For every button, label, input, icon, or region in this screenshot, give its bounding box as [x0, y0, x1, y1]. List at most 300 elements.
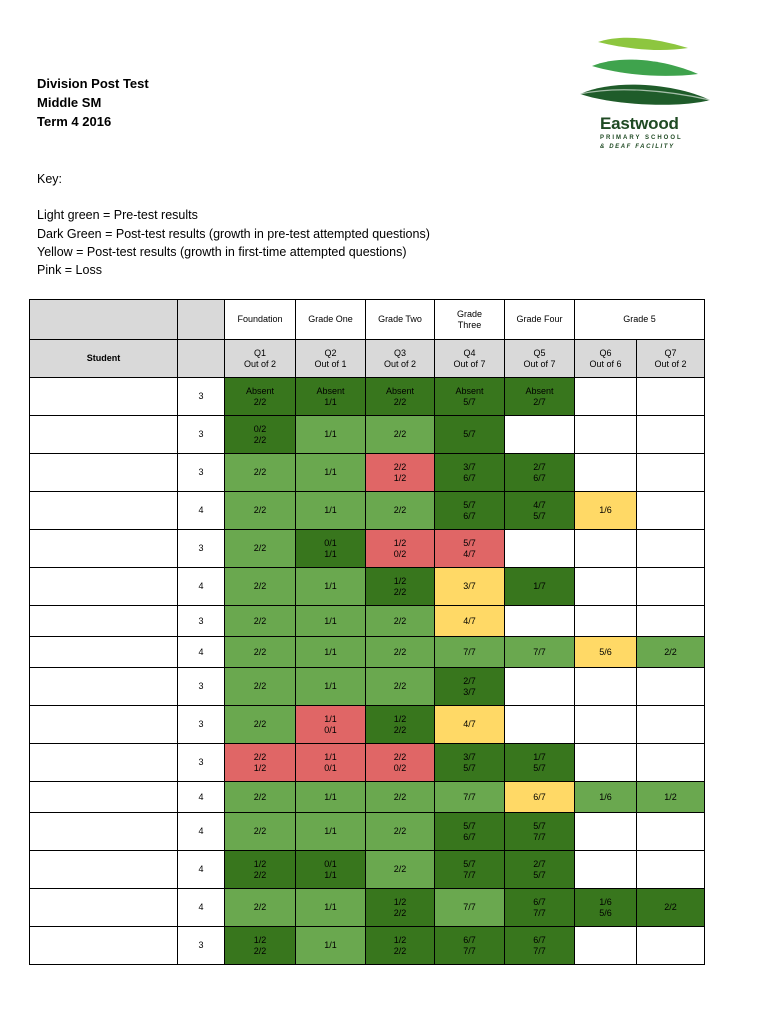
student-name-cell: [30, 927, 178, 965]
score-value: 2/2: [253, 826, 267, 836]
score-cell: [575, 378, 637, 416]
report-term: Term 4 2016: [37, 114, 112, 129]
table-row: [30, 568, 705, 606]
score-cell: [637, 568, 705, 606]
score-cell: [637, 706, 705, 744]
score-value: 5/7: [463, 858, 476, 869]
score-cell: [435, 851, 505, 889]
score-value: 1/2: [393, 537, 407, 548]
score-value: 2/2: [253, 791, 267, 802]
score-cell: [225, 889, 296, 927]
score-value: 7/7: [463, 869, 476, 880]
score-value: 1/2: [253, 858, 267, 869]
score-value: 2/7: [533, 461, 546, 472]
score-cell: [366, 454, 435, 492]
score-cell: [505, 416, 575, 454]
table-row: [30, 378, 705, 416]
score-cell: [505, 744, 575, 782]
score-cell: [225, 927, 296, 965]
score-cell: [505, 927, 575, 965]
score-cell: [505, 530, 575, 568]
level-column-header: [178, 340, 225, 378]
score-cell: [296, 454, 366, 492]
score-value: 2/2: [393, 681, 407, 691]
score-value: 2/2: [253, 945, 267, 956]
score-cell: [366, 568, 435, 606]
header-blank: [30, 300, 178, 340]
question-header: [225, 340, 296, 378]
logo-name: Eastwood: [600, 114, 679, 133]
score-value: 2/2: [393, 864, 407, 874]
level-cell: 3: [178, 454, 225, 492]
score-value: 5/7: [463, 429, 476, 439]
score-cell: [296, 492, 366, 530]
table-row: [30, 813, 705, 851]
score-value: 2/2: [393, 429, 407, 439]
score-cell: [435, 454, 505, 492]
score-cell: [637, 530, 705, 568]
score-value: 1/7: [533, 581, 546, 591]
score-cell: [435, 668, 505, 706]
score-value: 5/7: [463, 762, 476, 773]
level-cell: 3: [178, 378, 225, 416]
score-value: 2/2: [253, 505, 267, 515]
score-value: 2/7: [463, 675, 476, 686]
score-value: 1/2: [393, 575, 407, 586]
score-value: 2/2: [253, 751, 267, 762]
score-value: 1/2: [253, 934, 267, 945]
score-value: 2/2: [253, 396, 267, 407]
score-value: 3/7: [463, 686, 476, 697]
score-value: 1/1: [324, 869, 337, 880]
score-value: 6/7: [533, 472, 546, 483]
level-cell: 3: [178, 606, 225, 637]
student-name-cell: [30, 568, 178, 606]
score-cell: [575, 668, 637, 706]
table-row: [30, 851, 705, 889]
score-value: Absent: [245, 385, 275, 396]
score-value: 2/2: [393, 505, 407, 515]
score-cell: [637, 492, 705, 530]
score-cell: [505, 889, 575, 927]
key-dark-green: Dark Green = Post-test results (growth in pre-test attempted questions): [37, 226, 430, 241]
student-name-cell: [30, 416, 178, 454]
results-table: [29, 299, 705, 965]
score-cell: [296, 530, 366, 568]
score-value: 2/2: [253, 615, 267, 626]
score-value: 1/1: [324, 791, 337, 802]
table-row: [30, 668, 705, 706]
score-value: 7/7: [533, 831, 546, 842]
score-cell: [225, 568, 296, 606]
score-value: 2/2: [393, 724, 407, 735]
score-value: 2/2: [253, 869, 267, 880]
level-cell: 4: [178, 782, 225, 813]
grade-header: [435, 300, 505, 340]
score-cell: [296, 416, 366, 454]
student-name-cell: [30, 492, 178, 530]
score-cell: [366, 637, 435, 668]
score-cell: [637, 668, 705, 706]
key-yellow: Yellow = Post-test results (growth in first-time attempted questions): [37, 244, 407, 259]
score-value: 6/7: [463, 472, 476, 483]
score-cell: [435, 744, 505, 782]
report-title: Division Post Test: [37, 76, 149, 91]
score-cell: [637, 454, 705, 492]
score-cell: [225, 378, 296, 416]
score-value: 0/2: [393, 548, 407, 559]
score-value: Absent: [525, 385, 554, 396]
score-value: 5/7: [463, 820, 476, 831]
score-cell: [225, 454, 296, 492]
score-cell: [637, 782, 705, 813]
question-number: Q7: [664, 347, 677, 358]
score-value: 1/7: [533, 751, 546, 762]
level-cell: 3: [178, 706, 225, 744]
score-cell: [435, 492, 505, 530]
level-cell: 3: [178, 530, 225, 568]
score-cell: [575, 454, 637, 492]
score-cell: [296, 889, 366, 927]
score-value: 6/7: [463, 510, 476, 521]
score-value: 6/7: [463, 831, 476, 842]
student-name-cell: [30, 706, 178, 744]
score-value: Absent: [316, 385, 345, 396]
score-cell: [366, 744, 435, 782]
score-cell: [225, 530, 296, 568]
score-cell: [225, 744, 296, 782]
score-cell: [575, 416, 637, 454]
score-cell: [225, 782, 296, 813]
score-cell: [637, 744, 705, 782]
score-value: 2/2: [393, 646, 407, 657]
table-row: [30, 454, 705, 492]
question-max: Out of 7: [523, 358, 556, 369]
question-number: Q3: [393, 347, 406, 358]
score-value: 1/6: [599, 505, 612, 515]
student-name-cell: [30, 606, 178, 637]
student-name-cell: [30, 851, 178, 889]
score-value: 5/7: [533, 869, 546, 880]
student-name-cell: [30, 668, 178, 706]
student-name-cell: [30, 813, 178, 851]
score-cell: [575, 744, 637, 782]
score-cell: [296, 927, 366, 965]
score-cell: [366, 492, 435, 530]
score-cell: [225, 851, 296, 889]
score-cell: [296, 744, 366, 782]
score-value: 7/7: [533, 646, 546, 657]
score-value: 5/7: [463, 396, 476, 407]
score-value: 1/1: [324, 646, 337, 657]
score-value: 5/7: [533, 820, 546, 831]
colour-key: [37, 170, 430, 279]
score-cell: [575, 813, 637, 851]
score-value: 2/2: [393, 907, 407, 918]
score-cell: [296, 851, 366, 889]
score-value: 1/1: [324, 902, 337, 912]
score-value: 1/2: [664, 791, 677, 802]
table-row: [30, 492, 705, 530]
score-cell: [435, 782, 505, 813]
score-value: 2/2: [393, 586, 407, 597]
score-cell: [505, 606, 575, 637]
question-header: [505, 340, 575, 378]
grade-header: Foundation: [225, 300, 296, 340]
score-value: 2/2: [253, 467, 267, 477]
grade-header: Grade Four: [505, 300, 575, 340]
score-value: 2/2: [393, 791, 407, 802]
question-max: Out of 6: [589, 358, 622, 369]
score-cell: [575, 851, 637, 889]
table-row: [30, 782, 705, 813]
score-value: 6/7: [463, 934, 476, 945]
score-cell: [366, 782, 435, 813]
score-value: 2/2: [253, 681, 267, 691]
question-max: Out of 1: [314, 358, 347, 369]
score-cell: [296, 813, 366, 851]
score-cell: [505, 637, 575, 668]
score-value: 0/1: [324, 762, 337, 773]
student-column-header: Student: [30, 340, 178, 378]
score-cell: [296, 568, 366, 606]
score-cell: [637, 606, 705, 637]
score-value: 0/1: [324, 724, 337, 735]
score-value: 3/7: [463, 461, 476, 472]
table-row: [30, 606, 705, 637]
score-cell: [435, 889, 505, 927]
score-cell: [435, 530, 505, 568]
score-cell: [225, 416, 296, 454]
score-value: 0/1: [324, 537, 337, 548]
score-cell: [575, 782, 637, 813]
score-value: 1/1: [324, 429, 337, 439]
score-value: 2/2: [253, 543, 267, 553]
score-value: 1/2: [393, 934, 407, 945]
score-cell: [575, 606, 637, 637]
score-cell: [575, 889, 637, 927]
score-value: 5/6: [599, 907, 612, 918]
level-cell: 3: [178, 668, 225, 706]
score-value: 1/6: [599, 896, 612, 907]
score-value: 6/7: [533, 791, 546, 802]
leaf-icon: [576, 34, 716, 114]
score-value: 2/2: [664, 646, 677, 657]
score-value: 4/7: [463, 548, 476, 559]
level-cell: 4: [178, 568, 225, 606]
score-cell: [505, 568, 575, 606]
level-cell: 3: [178, 416, 225, 454]
score-cell: [225, 606, 296, 637]
score-value: 6/7: [533, 934, 546, 945]
score-cell: [296, 378, 366, 416]
score-value: 1/1: [324, 467, 337, 477]
score-value: 1/1: [324, 713, 337, 724]
score-value: 2/7: [533, 858, 546, 869]
score-cell: [575, 927, 637, 965]
score-cell: [366, 889, 435, 927]
question-number: Q4: [463, 347, 476, 358]
student-name-cell: [30, 637, 178, 668]
report-class: Middle SM: [37, 95, 102, 110]
score-value: 0/2: [253, 423, 267, 434]
score-value: 1/1: [324, 581, 337, 591]
logo-subtitle-2: & DEAF FACILITY: [600, 144, 675, 150]
score-cell: [296, 606, 366, 637]
score-cell: [637, 851, 705, 889]
level-cell: 3: [178, 927, 225, 965]
score-cell: [637, 889, 705, 927]
score-cell: [505, 706, 575, 744]
score-value: 4/7: [533, 499, 546, 510]
table-row: [30, 889, 705, 927]
score-cell: [435, 378, 505, 416]
score-value: 7/7: [533, 907, 546, 918]
score-value: 7/7: [463, 646, 476, 657]
level-cell: 3: [178, 744, 225, 782]
score-value: 2/2: [253, 902, 267, 912]
grade-header: Grade One: [296, 300, 366, 340]
score-value: 2/2: [393, 826, 407, 836]
grade-header: Grade Two: [366, 300, 435, 340]
score-cell: [505, 813, 575, 851]
score-cell: [296, 782, 366, 813]
score-value: 3/7: [463, 581, 476, 591]
student-name-cell: [30, 530, 178, 568]
score-value: 1/1: [324, 826, 337, 836]
student-name-cell: [30, 378, 178, 416]
score-cell: [296, 668, 366, 706]
score-value: 1/2: [393, 472, 407, 483]
student-name-cell: [30, 744, 178, 782]
score-value: 5/7: [463, 499, 476, 510]
score-value: 2/2: [393, 751, 407, 762]
score-value: 6/7: [533, 896, 546, 907]
score-value: 5/7: [533, 510, 546, 521]
score-cell: [296, 706, 366, 744]
grade-header: Grade 5: [575, 300, 705, 340]
logo-subtitle: PRIMARY SCHOOL: [600, 135, 683, 141]
score-cell: [435, 813, 505, 851]
score-cell: [637, 378, 705, 416]
table-row: [30, 744, 705, 782]
level-cell: 4: [178, 851, 225, 889]
score-value: 7/7: [463, 945, 476, 956]
score-cell: [505, 492, 575, 530]
score-value: 1/1: [324, 751, 337, 762]
question-header: [296, 340, 366, 378]
score-value: 1/1: [324, 940, 337, 950]
score-value: 1/1: [324, 615, 337, 626]
score-cell: [366, 606, 435, 637]
score-cell: [435, 706, 505, 744]
question-max: Out of 2: [654, 358, 687, 369]
score-cell: [505, 782, 575, 813]
score-cell: [575, 530, 637, 568]
score-cell: [366, 668, 435, 706]
score-value: 3/7: [463, 751, 476, 762]
score-cell: [366, 530, 435, 568]
score-value: 4/7: [463, 719, 476, 729]
score-value: 1/2: [393, 713, 407, 724]
question-header-row: [30, 340, 705, 378]
question-header: [366, 340, 435, 378]
score-cell: [637, 927, 705, 965]
score-value: 2/2: [393, 615, 407, 626]
score-cell: [366, 378, 435, 416]
score-value: 1/1: [324, 548, 337, 559]
score-value: 2/2: [253, 434, 267, 445]
score-value: 1/6: [599, 791, 612, 802]
score-cell: [575, 492, 637, 530]
score-cell: [225, 492, 296, 530]
grade-header-label: Grade Three: [456, 308, 482, 330]
score-cell: [637, 813, 705, 851]
question-max: Out of 2: [383, 358, 417, 369]
key-light-green: Light green = Pre-test results: [37, 208, 198, 223]
level-cell: 4: [178, 889, 225, 927]
level-cell: 4: [178, 813, 225, 851]
score-value: 2/2: [253, 719, 267, 729]
school-logo: [576, 34, 716, 154]
question-max: Out of 2: [243, 358, 277, 369]
score-value: 1/1: [324, 396, 337, 407]
table-row: [30, 637, 705, 668]
question-header: [575, 340, 637, 378]
header-blank-level: [178, 300, 225, 340]
table-row: [30, 416, 705, 454]
score-cell: [575, 568, 637, 606]
student-name-cell: [30, 454, 178, 492]
question-number: Q5: [533, 347, 546, 358]
score-cell: [505, 454, 575, 492]
student-name-cell: [30, 889, 178, 927]
level-cell: 4: [178, 637, 225, 668]
table-row: [30, 530, 705, 568]
table-row: [30, 927, 705, 965]
score-cell: [505, 851, 575, 889]
score-value: 2/7: [533, 396, 546, 407]
score-value: 1/1: [324, 505, 337, 515]
score-cell: [366, 851, 435, 889]
question-number: Q2: [324, 347, 337, 358]
score-value: Absent: [385, 385, 415, 396]
score-cell: [225, 813, 296, 851]
score-cell: [505, 378, 575, 416]
score-value: 2/2: [253, 581, 267, 591]
score-cell: [366, 813, 435, 851]
score-cell: [575, 637, 637, 668]
score-cell: [225, 668, 296, 706]
score-cell: [637, 416, 705, 454]
score-cell: [435, 927, 505, 965]
score-value: 2/2: [393, 945, 407, 956]
report-header: [37, 74, 149, 131]
score-cell: [435, 416, 505, 454]
key-title: Key:: [37, 172, 63, 186]
score-value: 2/2: [664, 902, 677, 912]
score-value: 5/6: [599, 646, 612, 657]
score-value: 1/2: [253, 762, 267, 773]
score-cell: [637, 637, 705, 668]
score-value: 2/2: [393, 396, 407, 407]
score-cell: [225, 706, 296, 744]
score-value: 7/7: [463, 791, 476, 802]
score-cell: [366, 706, 435, 744]
score-cell: [225, 637, 296, 668]
score-value: 1/2: [393, 896, 407, 907]
key-pink: Pink = Loss: [37, 263, 102, 278]
